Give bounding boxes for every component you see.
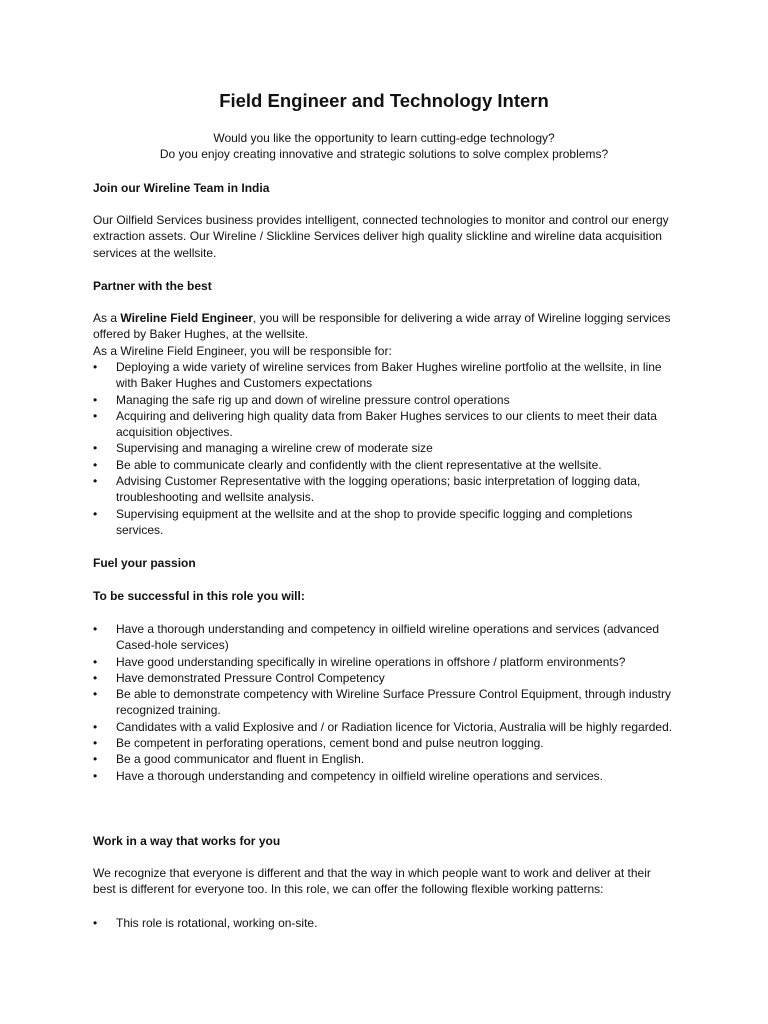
- list-item: [93, 915, 675, 931]
- role-name-bold: Wireline Field Engineer: [120, 311, 253, 325]
- list-item-text: Deploying a wide variety of wireline services from Baker Hughes wireline portfolio at the wellsite, in line with Baker Hughes and Customers expectations: [116, 360, 662, 391]
- list-item: [93, 768, 675, 784]
- list-item-text: Have demonstrated Pressure Control Competency: [116, 670, 385, 685]
- partner-p1-suffix: , you will be responsible for delivering a wide array of Wireline logging services offered by Baker Hughes, at the wellsite.: [93, 311, 671, 342]
- list-item-text: Be a good communicator and fluent in English.: [116, 752, 365, 767]
- partner-paragraph-1: [93, 310, 675, 343]
- section-heading-join: Join our Wireline Team in India: [93, 181, 270, 195]
- list-item: [93, 654, 675, 670]
- requirements-list: [93, 621, 675, 784]
- list-item-text: This role is rotational, working on-site.: [116, 916, 318, 930]
- list-item: [93, 670, 675, 686]
- list-item: [93, 719, 675, 735]
- intro-line: Do you enjoy creating innovative and strategic solutions to solve complex problems?: [159, 147, 609, 162]
- bullet-icon: •: [93, 687, 98, 702]
- section-heading-work: Work in a way that works for you: [93, 834, 281, 848]
- responsibilities-list: [93, 359, 675, 538]
- work-pattern-list: [93, 915, 675, 931]
- bullet-icon: •: [93, 670, 98, 685]
- bullet-icon: •: [93, 408, 98, 423]
- list-item: [93, 686, 675, 719]
- bullet-icon: •: [93, 457, 98, 472]
- list-item-text: Candidates with a valid Explosive and / or Radiation licence for Victoria, Australia will be highly regarded.: [116, 719, 673, 734]
- bullet-icon: •: [93, 654, 98, 669]
- list-item: [93, 359, 675, 392]
- list-item-text: Have good understanding specifically in wireline operations in offshore / platform environments?: [116, 654, 626, 669]
- list-item: [93, 506, 675, 539]
- page-title: Field Engineer and Technology Intern: [219, 90, 549, 111]
- list-item: [93, 735, 675, 751]
- list-item: [93, 392, 675, 408]
- bullet-icon: •: [93, 506, 98, 521]
- section-heading-fuel: Fuel your passion: [93, 556, 196, 570]
- bullet-icon: •: [93, 719, 98, 734]
- list-item: [93, 457, 675, 473]
- bullet-icon: •: [93, 916, 98, 930]
- join-paragraph: Our Oilfield Services business provides intelligent, connected technologies to monitor and control our energy extraction assets. Our Wireline / Slickline Services deliver high quality slickline and wireline data acquisition services at the wellsite.: [93, 213, 669, 260]
- list-item-text: Advising Customer Representative with the logging operations; basic interpretation of logging data, troubleshooting and wellsite analysis.: [116, 474, 641, 505]
- bullet-icon: •: [93, 360, 98, 374]
- work-paragraph: We recognize that everyone is different and that the way in which people want to work and deliver at their best is different for everyone too. In this role, we can offer the following flexible working patterns:: [93, 866, 651, 897]
- bullet-icon: •: [93, 622, 98, 636]
- list-item-text: Supervising and managing a wireline crew of moderate size: [116, 441, 433, 456]
- intro-block: [0, 130, 768, 163]
- list-item-text: Be able to demonstrate competency with Wireline Surface Pressure Control Equipment, through industry recognized training.: [116, 687, 671, 718]
- bullet-icon: •: [93, 736, 98, 751]
- partner-paragraph-2: As a Wireline Field Engineer, you will be responsible for:: [93, 344, 392, 358]
- list-item: [93, 408, 675, 441]
- intro-line: Would you like the opportunity to learn cutting-edge technology?: [213, 131, 555, 145]
- bullet-icon: •: [93, 441, 98, 456]
- requirements-heading: To be successful in this role you will:: [93, 589, 305, 603]
- list-item: [93, 621, 675, 654]
- list-item: [93, 473, 675, 506]
- list-item-text: Supervising equipment at the wellsite and at the shop to provide specific logging and completions services.: [116, 506, 633, 537]
- bullet-icon: •: [93, 474, 98, 489]
- list-item-text: Acquiring and delivering high quality data from Baker Hughes services to our clients to meet their data acquisition objectives.: [116, 408, 657, 440]
- bullet-icon: •: [93, 392, 98, 407]
- bullet-icon: •: [93, 752, 98, 767]
- list-item-text: Have a thorough understanding and competency in oilfield wireline operations and services (advanced Cased-hole services): [116, 622, 659, 653]
- list-item: [93, 751, 675, 767]
- partner-p1-prefix: As a: [93, 311, 121, 325]
- list-item-text: Have a thorough understanding and competency in oilfield wireline operations and services.: [116, 768, 603, 783]
- list-item: [93, 440, 675, 456]
- list-item-text: Be able to communicate clearly and confidently with the client representative at the wellsite.: [116, 457, 602, 472]
- section-heading-partner: Partner with the best: [93, 279, 212, 293]
- bullet-icon: •: [93, 768, 98, 783]
- list-item-text: Be competent in perforating operations, cement bond and pulse neutron logging.: [116, 736, 544, 751]
- list-item-text: Managing the safe rig up and down of wireline pressure control operations: [116, 392, 510, 407]
